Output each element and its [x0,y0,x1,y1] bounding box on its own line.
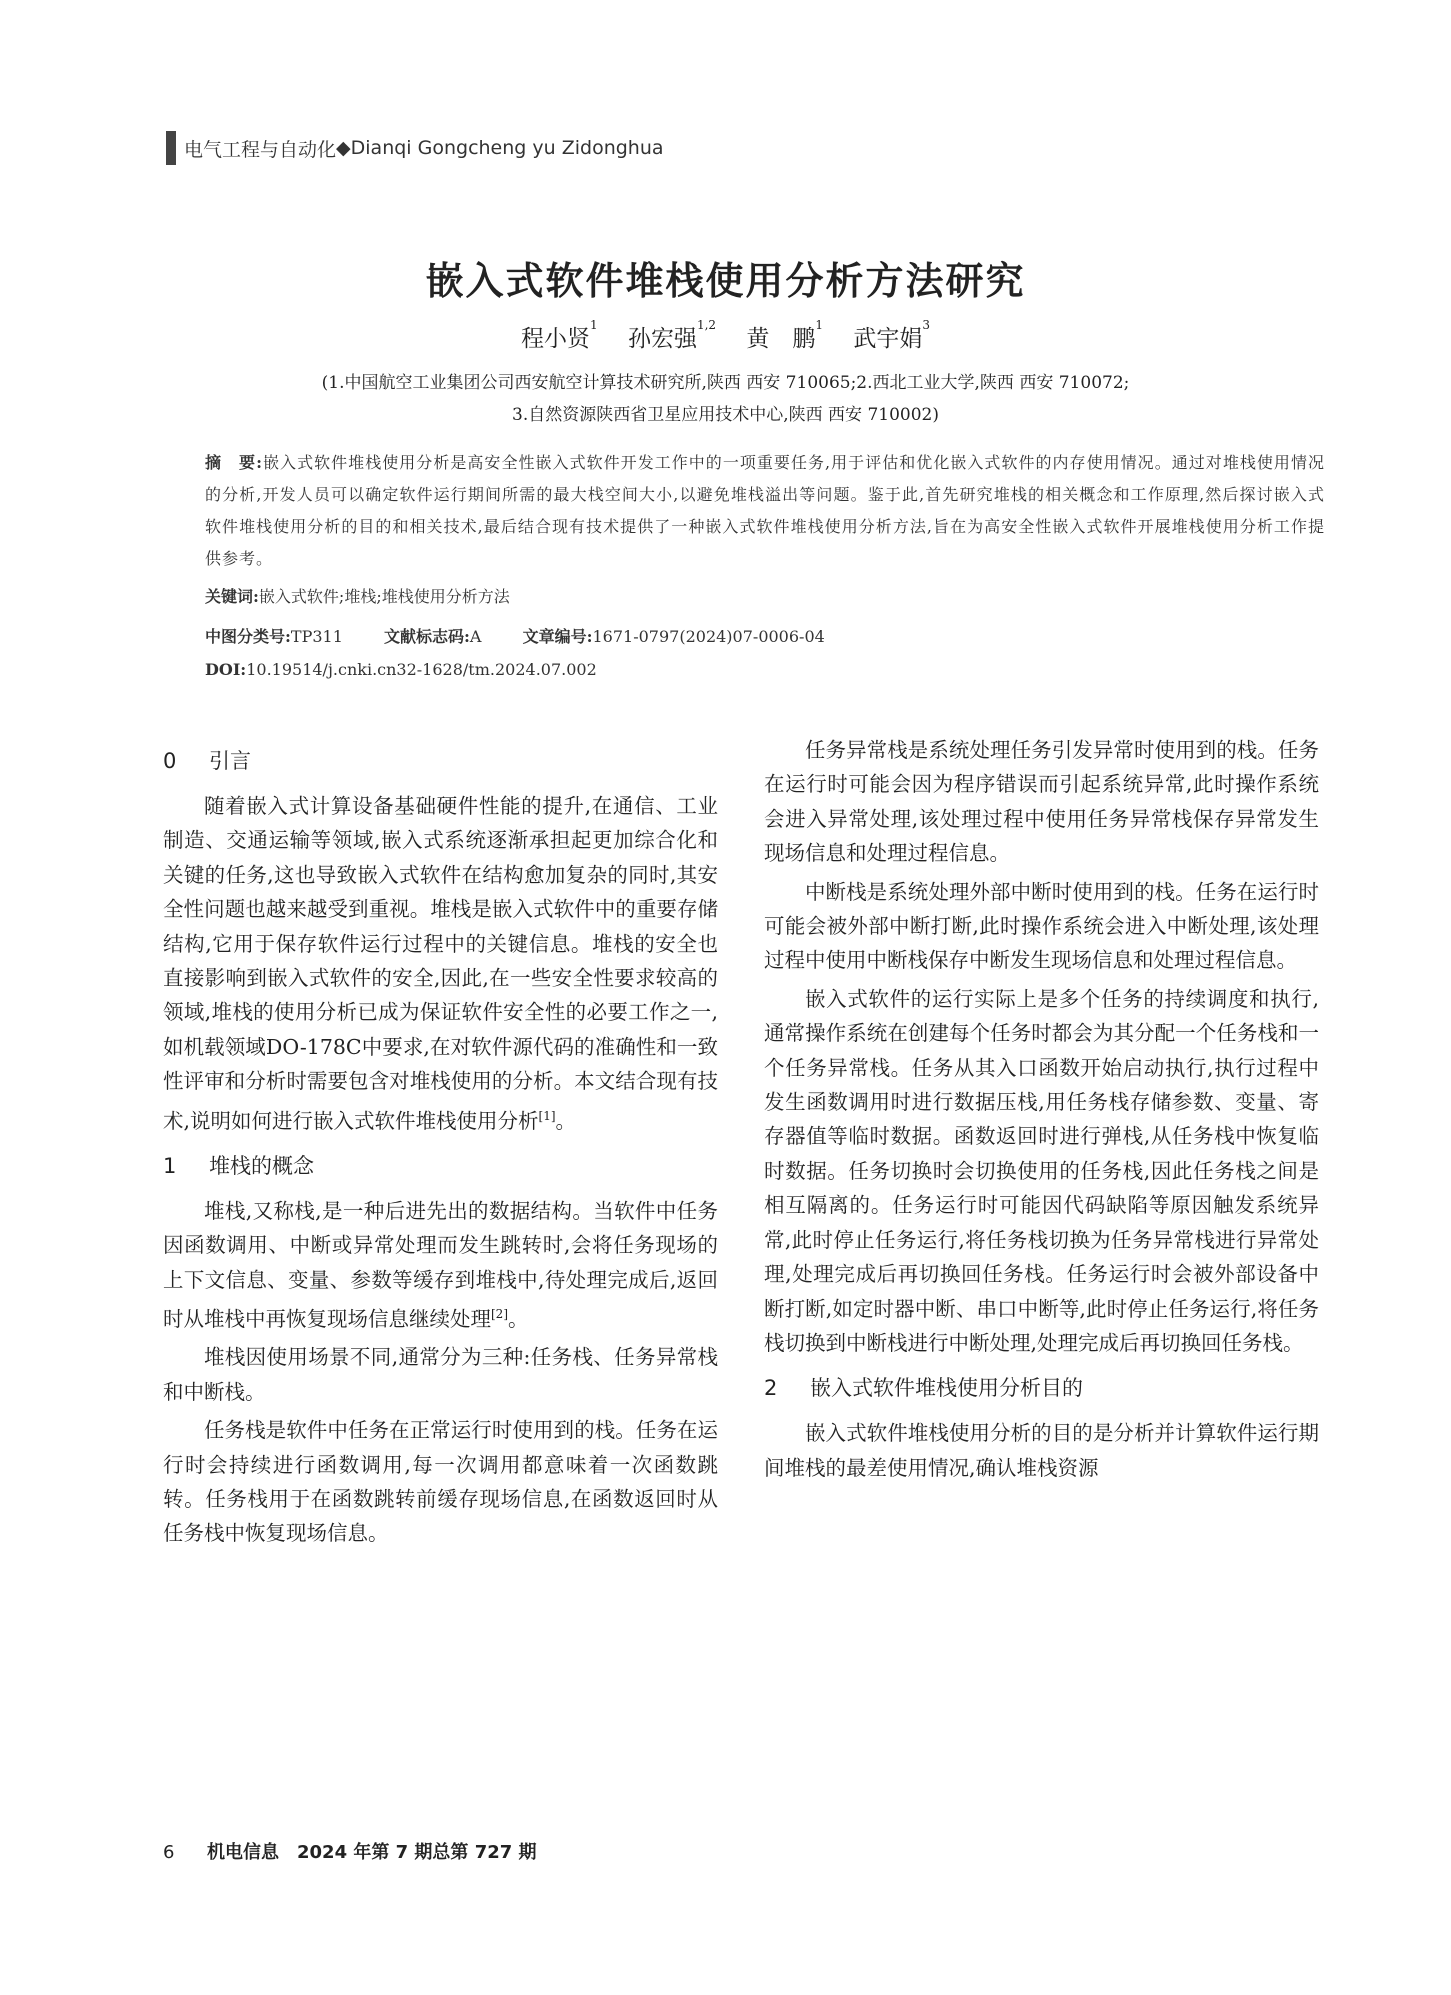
section-number: 0 [163,749,177,773]
footer-journal: 机电信息 [207,1842,279,1863]
section-number: 2 [764,1376,778,1401]
section-heading-0 [163,741,718,781]
author-affil-mark: 1 [590,318,598,332]
abstract-text: 嵌入式软件堆栈使用分析是高安全性嵌入式软件开发工作中的一项重要任务,用于评估和优化嵌入式软件的内存使用情况。通过对堆栈使用情况的分析,开发人员可以确定软件运行期间所需的最大栈空间大小,以避免堆栈溢出等问题。鉴于此,首先研究堆栈的相关概念和工作原理,然后探讨嵌入式软件堆栈使用分析的目的和相关技术,最后结合现有技术提供了一种嵌入式软件堆栈使用分析方法,旨在为高安全性嵌入式软件开展堆栈使用分析工作提供参考。 [205,453,1325,568]
author-name: 黄 鹏 [746,326,816,352]
doi-value: 10.19514/j.cnki.cn32-1628/tm.2024.07.002 [246,660,597,679]
left-column [163,733,718,1555]
paragraph-end: 。 [508,1306,529,1331]
paragraph-text: 随着嵌入式计算设备基础硬件性能的提升,在通信、工业制造、交通运输等领域,嵌入式系统逐渐承担起更加综合化和关键的任务,这也导致嵌入式软件在结构愈加复杂的同时,其安全性问题也越来越受到重视。堆栈是嵌入式软件中的重要存储结构,它用于保存软件运行过程中的关键信息。堆栈的安全也直接影响到嵌入式软件的安全,因此,在一些安全性要求较高的领域,堆栈的使用分析已成为保证软件安全性的必要工作之一,如机载领域DO-178C中要求,在对软件源代码的准确性和一致性评审和分析时需要包含对堆栈使用的分析。本文结合现有技术,说明如何进行嵌入式软件堆栈使用分析 [163,794,718,1133]
doi-label: DOI: [205,660,247,679]
section-heading-1 [163,1146,718,1186]
author-name: 孙宏强 [627,326,697,352]
section-title: 堆栈的概念 [209,1153,314,1178]
paragraph: 嵌入式软件堆栈使用分析的目的是分析并计算软件运行期间堆栈的最差使用情况,确认堆栈资源 [764,1421,1319,1480]
right-column [764,733,1319,1489]
header-journal-pinyin: Dianqi Gongcheng yu Zidonghua [350,137,664,159]
paragraph-end: 。 [555,1108,577,1133]
author-list [0,320,1451,353]
paragraph: 任务异常栈是系统处理任务引发异常时使用到的栈。任务在运行时可能会因为程序错误而引起系统异常,此时操作系统会进入异常处理,该处理过程中使用任务异常栈保存异常发生现场信息和处理过程信息。 [764,738,1319,866]
keywords [205,584,510,607]
footer-issue: 2024 年第 7 期总第 727 期 [297,1842,537,1863]
doc-code-value: A [469,627,482,646]
classification-line [205,624,825,647]
citation-ref: [2] [491,1307,508,1322]
paper-title: 嵌入式软件堆栈使用分析方法研究 [425,259,1026,303]
header-journal-cn: 电气工程与自动化 [184,138,337,161]
paragraph: 嵌入式软件的运行实际上是多个任务的持续调度和执行,通常操作系统在创建每个任务时都会为其分配一个任务栈和一个任务异常栈。任务从其入口函数开始启动执行,执行过程中发生函数调用时进行数据压栈,用任务栈存储参数、变量、寄存器值等临时数据。函数返回时进行弹栈,从任务栈中恢复临时数据。任务切换时会切换使用的任务栈,因此任务栈之间是相互隔离的。任务运行时可能因代码缺陷等原因触发系统异常,此时停止任务运行,将任务栈切换为任务异常栈进行异常处理,处理完成后再切换回任务栈。任务运行时会被外部设备中断打断,如定时器中断、串口中断等,此时停止任务运行,将任务栈切换到中断栈进行中断处理,处理完成后再切换回任务栈。 [764,986,1319,1355]
author-name: 程小贤 [521,326,591,352]
header-bar [166,131,176,165]
section-title: 引言 [209,749,251,773]
header-separator: ◆ [336,137,351,159]
doi-line [205,660,597,679]
keywords-text: 嵌入式软件;堆栈;堆栈使用分析方法 [258,587,510,606]
affiliation-line-1: (1.中国航空工业集团公司西安航空计算技术研究所,陕西 西安 710065;2.西北工业大学,陕西 西安 710072; [321,373,1130,393]
paragraph [163,789,718,1138]
clc-label: 中图分类号: [205,627,291,646]
article-number-value: 1671-0797(2024)07-0006-04 [592,627,825,646]
paragraph: 中断栈是系统处理外部中断时使用到的栈。任务在运行时可能会被外部中断打断,此时操作系统会进入中断处理,该处理过程中使用中断栈保存中断发生现场信息和处理过程信息。 [764,879,1319,973]
page-number: 6 [163,1842,175,1863]
section-title: 嵌入式软件堆栈使用分析目的 [810,1376,1083,1401]
section-number: 1 [163,1153,177,1178]
affiliation-line-2: 3.自然资源陕西省卫星应用技术中心,陕西 西安 710002) [512,405,939,425]
citation-ref: [1] [538,1108,556,1123]
doc-code-label: 文献标志码: [384,627,470,646]
keywords-label: 关键词: [205,587,259,606]
author-name: 武宇娟 [853,326,923,352]
paragraph [163,1194,718,1336]
running-header [166,130,664,166]
clc-value: TP311 [290,627,343,646]
section-heading-2 [764,1368,1319,1408]
paragraph: 任务栈是软件中任务在正常运行时使用到的栈。任务在运行时会持续进行函数调用,每一次调用都意味着一次函数跳转。任务栈用于在函数跳转前缓存现场信息,在函数返回时从任务栈中恢复现场信息。 [163,1418,718,1546]
abstract [205,447,1325,575]
paragraph: 堆栈因使用场景不同,通常分为三种:任务栈、任务异常栈和中断栈。 [163,1345,718,1404]
abstract-label: 摘 要: [205,453,263,472]
author-affil-mark: 1,2 [696,318,717,332]
page-footer [163,1838,537,1864]
article-number-label: 文章编号: [522,627,593,646]
author-affil-mark: 1 [815,318,824,332]
author-affil-mark: 3 [922,318,930,332]
paragraph-text: 堆栈,又称栈,是一种后进先出的数据结构。当软件中任务因函数调用、中断或异常处理而发生跳转时,会将任务现场的上下文信息、变量、参数等缓存到堆栈中,待处理完成后,返回时从堆栈中再恢复现场信息继续处理 [163,1198,718,1331]
